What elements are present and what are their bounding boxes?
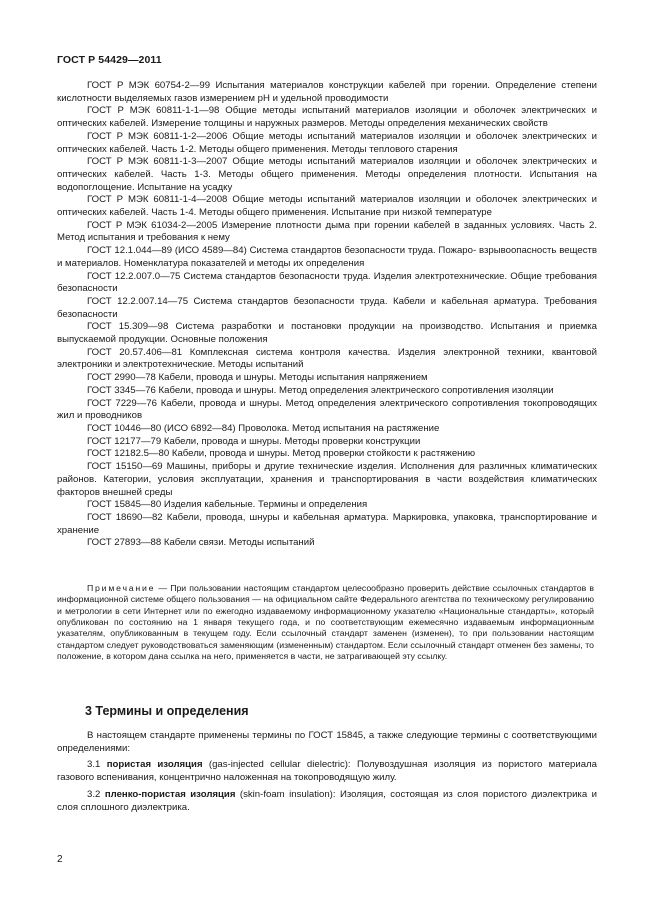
- note-label: Примечание: [87, 583, 156, 593]
- term-text: (skin-foam insulation): Изоляция, состоящая из слоя пористого диэлектрика и слоя сплошного диэлектрика.: [57, 788, 597, 813]
- term-name: пленко-пористая изоляция: [104, 788, 236, 800]
- reference-item: ГОСТ 12182.5—80 Кабели, провода и шнуры. Метод проверки стойкости к растяжению: [87, 448, 476, 460]
- reference-item: ГОСТ Р МЭК 60811-1-2—2006 Общие методы испытаний материалов изоляции и оболочек электрических и оптических кабелей. Часть 1-2. Методы общего применения. Методы теплового старения: [57, 130, 597, 155]
- reference-item: ГОСТ 12177—79 Кабели, провода и шнуры. Методы проверки конструкции: [87, 435, 421, 447]
- page-number: 2: [57, 854, 63, 865]
- reference-item: ГОСТ 15.309—98 Система разработки и постановки продукции на производство. Испытания и приемка выпускаемой продукции. Основные положения: [57, 321, 597, 346]
- term-definition: [57, 759, 597, 784]
- reference-item: ГОСТ Р МЭК 61034-2—2005 Измерение плотности дыма при горении кабелей в заданных условиях. Часть 2. Метод испытания и требования к нему: [57, 219, 597, 244]
- document-header: ГОСТ Р 54429—2011: [57, 54, 162, 66]
- term-number: 3.2: [87, 788, 105, 800]
- reference-item: ГОСТ 12.2.007.14—75 Система стандартов безопасности труда. Кабели и кабельная арматура. Требования безопасности: [57, 295, 597, 320]
- reference-item: ГОСТ 18690—82 Кабели, провода, шнуры и кабельная арматура. Маркировка, упаковка, транспортирование и хранение: [57, 511, 597, 536]
- normative-references-list: [57, 80, 597, 550]
- reference-item: ГОСТ Р МЭК 60811-1-1—98 Общие методы испытаний материалов изоляции и оболочек электрических и оптических кабелей. Измерение толщины и наружных размеров. Методы определения механических свойств: [57, 105, 597, 130]
- section-title: 3 Термины и определения: [85, 704, 249, 718]
- reference-item: ГОСТ Р МЭК 60811-1-3—2007 Общие методы испытаний материалов изоляции и оболочек электрических и оптических кабелей. Часть 1-3. Методы общего применения. Методы определения плотности. Испытания на водопоглощение. Испытание на усадку: [57, 156, 597, 193]
- reference-item: ГОСТ 12.2.007.0—75 Система стандартов безопасности труда. Изделия электротехнические. Общие требования безопасности: [57, 270, 597, 295]
- reference-item: ГОСТ 3345—76 Кабели, провода и шнуры. Метод определения электрического сопротивления изоляции: [87, 384, 554, 396]
- term-number: 3.1: [87, 759, 107, 771]
- reference-item: ГОСТ 2990—78 Кабели, провода и шнуры. Методы испытания напряжением: [87, 372, 428, 384]
- reference-item: ГОСТ 7229—76 Кабели, провода и шнуры. Метод определения электрического сопротивления токопроводящих жил и проводников: [57, 397, 597, 422]
- term-text: (gas-injected cellular dielectric): Полувоздушная изоляция из пористого материала газового вспенивания, концентрично наложенная на токопроводящую жилу.: [57, 759, 597, 784]
- reference-item: ГОСТ 15845—80 Изделия кабельные. Термины и определения: [87, 499, 368, 511]
- reference-item: ГОСТ 20.57.406—81 Комплексная система контроля качества. Изделия электронной техники, квантовой электроники и электротехнические. Методы испытаний: [57, 346, 597, 371]
- reference-item: ГОСТ 27893—88 Кабели связи. Методы испытаний: [87, 537, 315, 549]
- reference-item: ГОСТ Р МЭК 60754-2—99 Испытания материалов конструкции кабелей при горении. Определение степени кислотности выделяемых газов измерением pH и удельной проводимости: [57, 80, 597, 104]
- note-paragraph: [57, 583, 594, 662]
- term-definition: [57, 789, 597, 814]
- section-body: [57, 730, 597, 818]
- section-intro: В настоящем стандарте применены термины по ГОСТ 15845, а также следующие термины с соответствующими определениями:: [57, 730, 597, 754]
- reference-item: ГОСТ 12.1.044—89 (ИСО 4589—84) Система стандартов безопасности труда. Пожаро- взрывоопасность веществ и материалов. Номенклатура показателей и методы их определения: [57, 245, 597, 269]
- note-text: — При пользовании настоящим стандартом целесообразно проверить действие ссылочных стандартов в информационной системе общего пользования — на официальном сайте Федерального агентства по техническому регулированию и метрологии в сети Интернет или по ежегодно издаваемому информационному указателю «Национальные стандарты», который опубликован по состоянию на 1 января текущего года, и по соответствующим ежемесячно издаваемым информационным указателям, опубликованным в текущем году. Если ссылочный стандарт заменен (изменен), то при пользовании настоящим стандартом следует руководствоваться заменяющим (измененным) стандартом. Если ссылочный стандарт отменен без замены, то положение, в котором дана ссылка на него, применяется в части, не затрагивающей эту ссылку.: [57, 583, 594, 662]
- reference-item: ГОСТ 15150—69 Машины, приборы и другие технические изделия. Исполнения для различных климатических районов. Категории, условия эксплуатации, хранения и транспортирования в части воздействия климатических факторов внешней среды: [57, 461, 597, 498]
- reference-item: ГОСТ Р МЭК 60811-1-4—2008 Общие методы испытаний материалов изоляции и оболочек электрических и оптических кабелей. Часть 1-4. Методы общего применения. Испытание при низкой температуре: [57, 194, 597, 219]
- term-name: пористая изоляция: [106, 759, 203, 771]
- reference-item: ГОСТ 10446—80 (ИСО 6892—84) Проволока. Метод испытания на растяжение: [87, 422, 440, 434]
